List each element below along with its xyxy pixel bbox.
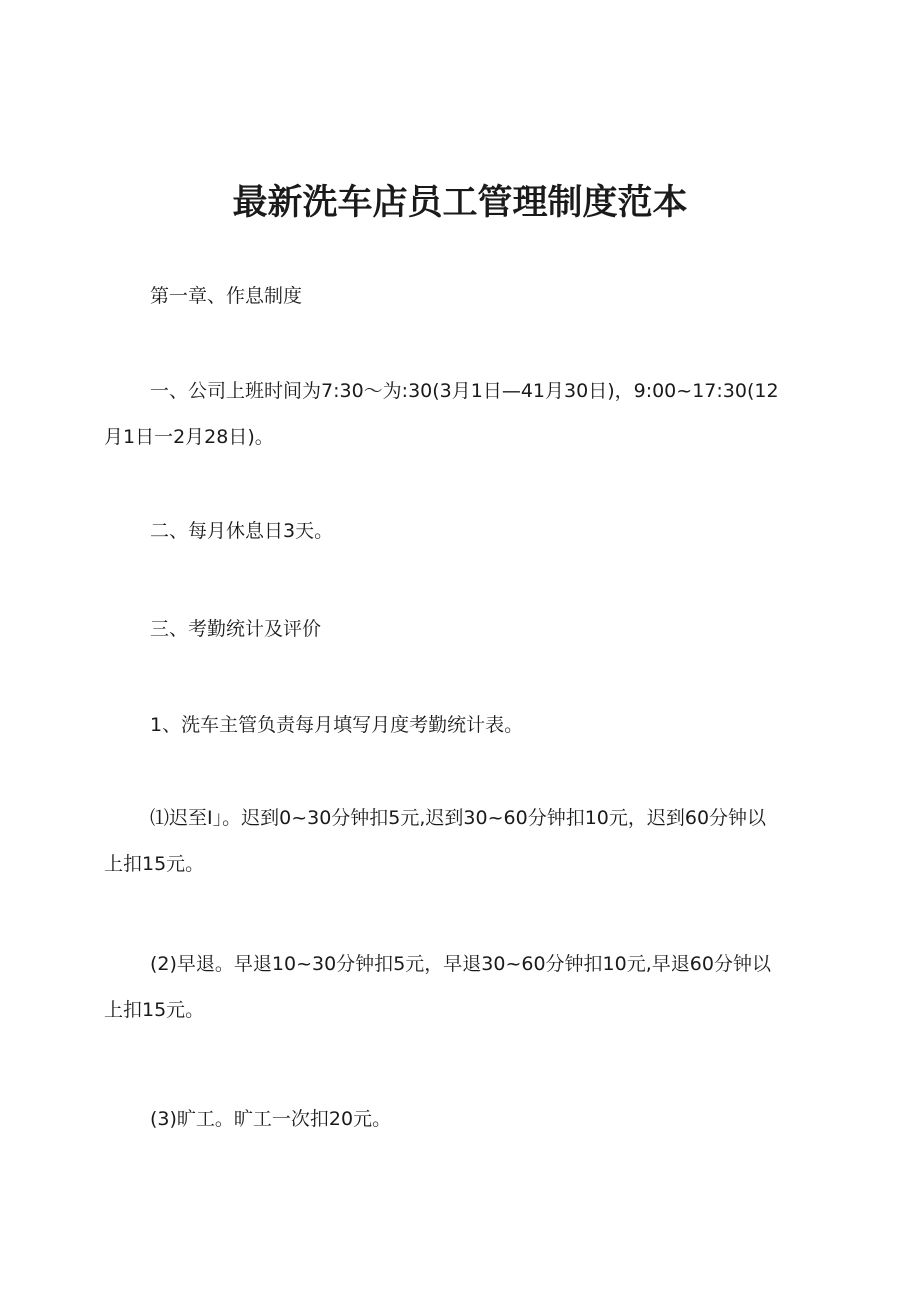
paragraph-attendance-heading	[104, 606, 816, 652]
paragraph-absence-rule	[104, 1096, 816, 1142]
chapter-heading	[104, 273, 816, 319]
absence-rule-text: (3)旷工。旷工一次扣20元。	[150, 1108, 392, 1130]
paragraph-rest-days	[104, 508, 816, 554]
paragraph-supervisor-duty	[104, 702, 816, 748]
chapter-heading-text: 第一章、作息制度	[150, 285, 303, 307]
late-rule-line-1: ⑴迟至I」。迟到0~30分钟扣5元,迟到30~60分钟扣10元，迟到60分钟以	[150, 807, 767, 829]
attendance-heading-text: 三、考勤统计及评价	[150, 618, 322, 640]
supervisor-duty-text: 1、洗车主管负责每月填写月度考勤统计表。	[150, 714, 524, 736]
paragraph-work-hours	[104, 368, 816, 460]
paragraph-late-rule	[104, 795, 816, 887]
work-hours-line-2: 月1日一2月28日)。	[104, 426, 274, 448]
work-hours-line-1: 一、公司上班时间为7:30～为:30(3月1日—41月30日)，9:00~17:30(12	[150, 380, 779, 402]
late-rule-line-2: 上扣15元。	[104, 853, 205, 875]
document-title: 最新洗车店员工管理制度范本	[232, 183, 688, 223]
early-leave-line-1: (2)早退。早退10~30分钟扣5元，早退30~60分钟扣10元,早退60分钟以	[150, 953, 771, 975]
early-leave-line-2: 上扣15元。	[104, 999, 205, 1021]
rest-days-text: 二、每月休息日3天。	[150, 520, 334, 542]
paragraph-early-leave-rule	[104, 941, 816, 1033]
